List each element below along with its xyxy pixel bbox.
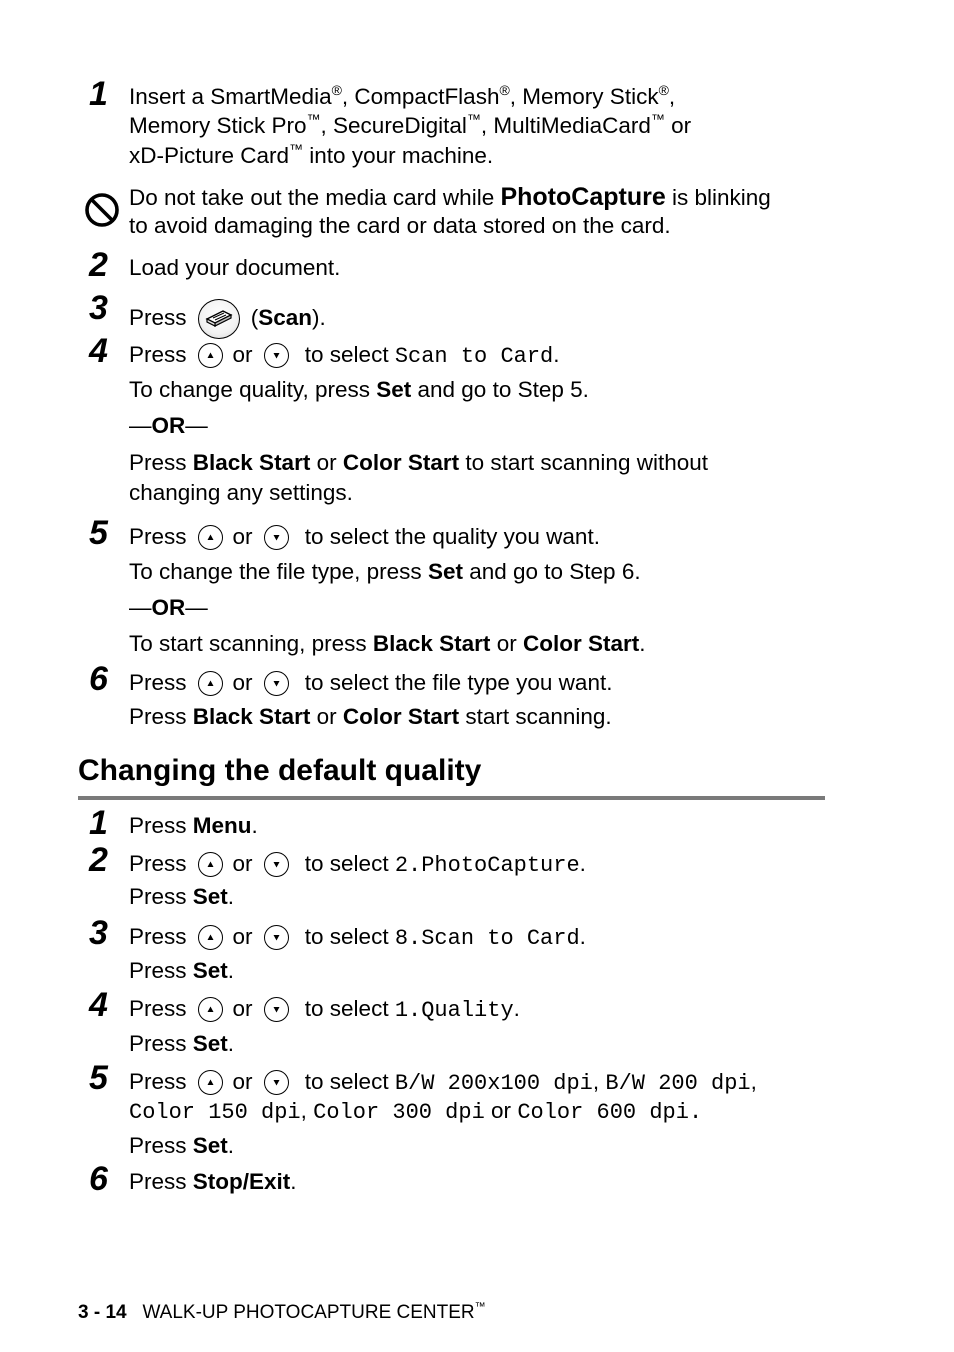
- down-arrow-key-icon: [264, 852, 289, 877]
- up-arrow-key-icon: [198, 671, 223, 696]
- step-number: 1: [89, 804, 108, 842]
- step-text: To change quality, press Set and go to Step 5.: [129, 377, 589, 402]
- step-number: 5: [89, 1059, 108, 1097]
- scan-key-icon: [198, 299, 240, 339]
- or-separator: —OR—: [129, 595, 208, 620]
- step-text: Color 150 dpi, Color 300 dpi or Color 600 dpi.: [129, 1098, 703, 1125]
- section-heading: Changing the default quality: [78, 754, 482, 787]
- down-arrow-key-icon: [264, 1070, 289, 1095]
- up-arrow-key-icon: [198, 525, 223, 550]
- step-number: 2: [89, 841, 108, 879]
- step-number: 6: [89, 1160, 108, 1198]
- step-number: 1: [89, 75, 108, 113]
- step-text: Press Set.: [129, 1031, 235, 1056]
- step-text: Insert a SmartMedia®, CompactFlash®, Memory Stick®,: [129, 82, 676, 109]
- section-rule: [78, 796, 825, 800]
- down-arrow-key-icon: [264, 997, 289, 1022]
- step-text: Press Black Start or Color Start start scanning.: [129, 704, 612, 729]
- or-separator: —OR—: [129, 413, 208, 438]
- up-arrow-key-icon: [198, 1070, 223, 1095]
- step-text: Press or to select the quality you want.: [129, 524, 600, 549]
- step-text: Press Black Start or Color Start to start scanning without: [129, 450, 708, 475]
- step-text: To change the file type, press Set and go to Step 6.: [129, 559, 641, 584]
- prohibited-icon: [84, 192, 120, 228]
- down-arrow-key-icon: [264, 343, 289, 368]
- up-arrow-key-icon: [198, 925, 223, 950]
- up-arrow-key-icon: [198, 997, 223, 1022]
- step-number: 3: [89, 914, 108, 952]
- step-number: 6: [89, 660, 108, 698]
- step-text: Press (Scan).: [129, 299, 326, 339]
- step-text: Press or to select 2.PhotoCapture.: [129, 851, 586, 878]
- step-text: Memory Stick Pro™, SecureDigital™, MultiMediaCard™ or: [129, 111, 692, 138]
- step-text: Press Set.: [129, 884, 235, 909]
- warning-text: Do not take out the media card while PhotoCapture is blinking: [129, 183, 771, 211]
- step-text: Press or to select 1.Quality.: [129, 996, 520, 1023]
- step-number: 4: [89, 332, 108, 370]
- step-text: Press Set.: [129, 1133, 235, 1158]
- step-text: Press or to select Scan to Card.: [129, 342, 560, 369]
- step-text: Press or to select B/W 200x100 dpi, B/W 200 dpi,: [129, 1069, 757, 1096]
- page-number: 3 - 14: [78, 1302, 127, 1323]
- up-arrow-key-icon: [198, 852, 223, 877]
- step-text: Press Menu.: [129, 813, 258, 838]
- step-text: Press or to select the file type you want.: [129, 670, 613, 695]
- step-number: 3: [89, 289, 108, 327]
- chapter-title: WALK-UP PHOTOCAPTURE CENTER: [142, 1302, 475, 1323]
- down-arrow-key-icon: [264, 671, 289, 696]
- step-text: xD-Picture Card™ into your machine.: [129, 141, 494, 168]
- step-number: 4: [89, 986, 108, 1024]
- step-number: 5: [89, 514, 108, 552]
- down-arrow-key-icon: [264, 525, 289, 550]
- step-text: changing any settings.: [129, 480, 353, 505]
- step-text: To start scanning, press Black Start or Color Start.: [129, 631, 646, 656]
- warning-text: to avoid damaging the card or data stored on the card.: [129, 213, 671, 238]
- step-text: Load your document.: [129, 255, 341, 280]
- page-footer: 3 - 14 WALK-UP PHOTOCAPTURE CENTER™: [78, 1301, 486, 1323]
- step-number: 2: [89, 246, 108, 284]
- step-text: Press or to select 8.Scan to Card.: [129, 924, 586, 951]
- up-arrow-key-icon: [198, 343, 223, 368]
- step-text: Press Stop/Exit.: [129, 1169, 297, 1194]
- step-text: Press Set.: [129, 958, 235, 983]
- down-arrow-key-icon: [264, 925, 289, 950]
